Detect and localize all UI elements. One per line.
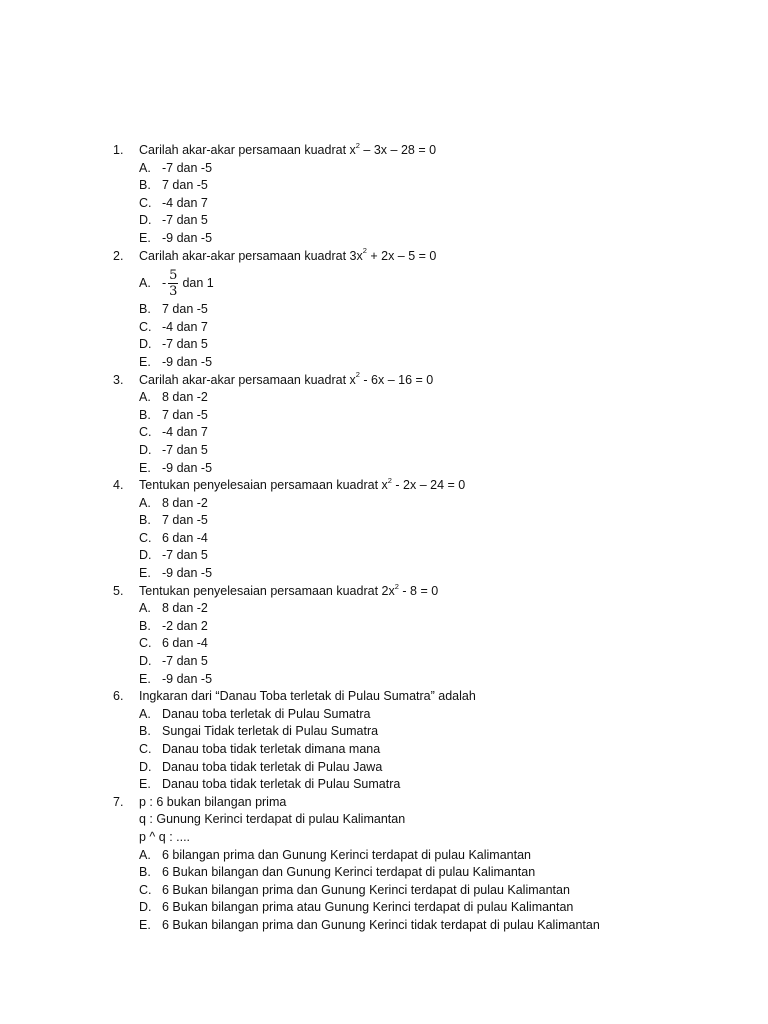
option-text: Danau toba tidak terletak di Pulau Jawa — [162, 759, 383, 774]
option-letter: A. — [139, 160, 151, 175]
option-letter: E. — [139, 230, 151, 245]
answer-option-c — [113, 424, 733, 442]
question-text: Carilah akar-akar persamaan kuadrat $x^2 - 6x - 16 = 0$ — [139, 370, 434, 387]
question-stem — [113, 794, 733, 812]
option-text: 7 dan -5 — [162, 513, 208, 528]
option-text: 6 dan -4 — [162, 636, 208, 651]
answer-option-b — [113, 723, 733, 741]
option-text: 7 dan -5 — [162, 407, 208, 422]
exponent: 2 — [355, 370, 360, 380]
option-letter: E. — [139, 354, 151, 369]
answer-option-d — [113, 547, 733, 565]
answer-option-a — [113, 495, 733, 513]
option-letter: C. — [139, 530, 152, 545]
answer-option-e — [113, 565, 733, 583]
question-5 — [113, 583, 733, 689]
question-stem — [113, 248, 733, 266]
option-letter: D. — [139, 900, 152, 915]
option-letter: A. — [139, 847, 151, 862]
question-premise-q: q : Gunung Kerinci terdapat di pulau Kalimantan — [139, 812, 406, 827]
option-letter: B. — [139, 618, 151, 633]
exponent: 2 — [394, 581, 399, 591]
option-text: Danau toba tidak terletak dimana mana — [162, 742, 381, 756]
option-text: -7 dan 5 — [162, 654, 208, 669]
question-premise-conjunction: p ^ q : .... — [139, 829, 191, 844]
option-text — [162, 269, 733, 298]
option-letter: D. — [139, 213, 152, 228]
option-letter: B. — [139, 407, 151, 422]
option-letter: D. — [139, 759, 152, 774]
option-text: -4 dan 7 — [162, 425, 208, 440]
option-text: 7 dan -5 — [162, 302, 208, 317]
option-letter: D. — [139, 654, 152, 669]
question-number: 6. — [113, 689, 124, 704]
option-letter: B. — [139, 865, 151, 880]
option-text: -7 dan 5 — [162, 548, 208, 563]
answer-option-a — [113, 389, 733, 407]
option-text: 7 dan -5 — [162, 178, 208, 193]
option-text: -2 dan 2 — [162, 618, 208, 633]
question-text: Ingkaran dari “Danau Toba terletak di Pulau Sumatra” adalah — [139, 689, 476, 704]
answer-option-b — [113, 301, 733, 319]
fraction-numerator: 5 — [169, 267, 178, 283]
answer-option-e — [113, 460, 733, 478]
option-letter: D. — [139, 548, 152, 563]
option-text: 6 Bukan bilangan dan Gunung Kerinci terdapat di pulau Kalimantan — [162, 865, 536, 880]
option-letter: E. — [139, 777, 151, 792]
question-number: 7. — [113, 794, 124, 809]
option-letter: D. — [139, 442, 152, 457]
answer-option-e — [113, 917, 733, 935]
answer-option-a — [113, 160, 733, 178]
answer-option-b — [113, 864, 733, 882]
option-letter: C. — [139, 425, 152, 440]
option-text: -7 dan -5 — [162, 160, 213, 175]
option-letter: A. — [139, 390, 151, 405]
question-2 — [113, 248, 733, 372]
question-4 — [113, 477, 733, 583]
option-text: -4 dan 7 — [162, 319, 208, 334]
answer-option-a — [113, 265, 733, 301]
option-letter: C. — [139, 882, 152, 897]
question-6 — [113, 688, 733, 794]
option-text: -9 dan -5 — [162, 671, 213, 686]
exponent: 2 — [387, 475, 392, 485]
answer-option-d — [113, 212, 733, 230]
question-stem — [113, 583, 733, 601]
answer-option-e — [113, 671, 733, 689]
option-letter: C. — [139, 319, 152, 334]
question-number: 2. — [113, 248, 124, 263]
option-text: -9 dan -5 — [162, 566, 213, 581]
answer-option-e — [113, 354, 733, 372]
option-text: 6 dan -4 — [162, 530, 208, 545]
answer-option-a — [113, 706, 733, 724]
option-text: 8 dan -2 — [162, 390, 208, 405]
option-letter: B. — [139, 302, 151, 317]
question-text: Tentukan penyelesaian persamaan kuadrat $x^2 - 2x - 24 = 0$ — [139, 475, 466, 493]
question-list — [113, 142, 733, 935]
option-text: Danau toba tidak terletak di Pulau Sumatra — [162, 777, 401, 792]
question-3 — [113, 372, 733, 478]
question-text: Carilah akar-akar persamaan kuadrat $x^2 - 3x - 28 = 0$ — [139, 140, 437, 157]
answer-option-b — [113, 177, 733, 195]
question-1 — [113, 142, 733, 248]
option-letter: B. — [139, 513, 151, 528]
answer-option-b — [113, 618, 733, 636]
option-letter: B. — [139, 178, 151, 193]
question-7 — [113, 794, 733, 935]
question-text: Tentukan penyelesaian persamaan kuadrat $2x^2 - 8 = 0$ — [139, 581, 439, 598]
answer-option-b — [113, 512, 733, 530]
option-letter: C. — [139, 636, 152, 651]
question-number: 1. — [113, 143, 124, 157]
option-letter: A. — [139, 706, 151, 721]
option-letter: A. — [139, 601, 151, 616]
question-number: 5. — [113, 583, 124, 598]
question-number: 4. — [113, 478, 124, 493]
answer-option-a — [113, 847, 733, 865]
answer-option-e — [113, 776, 733, 794]
option-text: 6 bilangan prima dan Gunung Kerinci terdapat di pulau Kalimantan — [162, 847, 531, 862]
option-letter: E. — [139, 566, 151, 581]
option-text: 6 Bukan bilangan prima dan Gunung Kerinci tidak terdapat di pulau Kalimantan — [162, 917, 600, 932]
option-text: -4 dan 7 — [162, 195, 208, 210]
option-text: Sungai Tidak terletak di Pulau Sumatra — [162, 724, 379, 739]
answer-option-c — [113, 635, 733, 653]
option-letter: E. — [139, 917, 151, 932]
answer-option-d — [113, 336, 733, 354]
question-stem — [113, 477, 733, 495]
answer-option-a — [113, 600, 733, 618]
question-stem — [113, 372, 733, 390]
option-text: -7 dan 5 — [162, 213, 208, 228]
fraction-sign: - — [162, 275, 167, 290]
exponent: 2 — [362, 246, 367, 256]
option-text: -7 dan 5 — [162, 337, 208, 352]
answer-option-c — [113, 741, 733, 759]
option-text: -7 dan 5 — [162, 442, 208, 457]
fraction — [168, 269, 178, 298]
option-text: Danau toba terletak di Pulau Sumatra — [162, 706, 371, 721]
option-letter: B. — [139, 724, 151, 739]
fraction-denominator: 3 — [169, 283, 178, 299]
answer-option-b — [113, 407, 733, 425]
answer-option-d — [113, 759, 733, 777]
option-text: -9 dan -5 — [162, 354, 213, 369]
answer-option-e — [113, 230, 733, 248]
answer-option-d — [113, 653, 733, 671]
option-text: -9 dan -5 — [162, 230, 213, 245]
option-letter: C. — [139, 742, 152, 756]
answer-option-d — [113, 899, 733, 917]
question-stem — [113, 142, 733, 160]
question-stem — [113, 688, 733, 706]
answer-option-c — [113, 530, 733, 548]
question-number: 3. — [113, 372, 124, 387]
option-text: -9 dan -5 — [162, 460, 213, 475]
answer-option-c — [113, 195, 733, 213]
question-text: p : 6 bukan bilangan prima — [139, 794, 287, 809]
answer-option-d — [113, 442, 733, 460]
option-letter: A. — [139, 275, 151, 290]
option-letter: E. — [139, 671, 151, 686]
answer-option-c — [113, 882, 733, 900]
option-text: 8 dan -2 — [162, 495, 208, 510]
fraction-suffix: dan 1 — [182, 275, 214, 290]
option-letter: C. — [139, 195, 152, 210]
option-text: 6 Bukan bilangan prima dan Gunung Kerinci terdapat di pulau Kalimantan — [162, 882, 570, 897]
option-letter: A. — [139, 495, 151, 510]
option-letter: E. — [139, 460, 151, 475]
exponent: 2 — [355, 140, 360, 150]
option-text: 8 dan -2 — [162, 601, 208, 616]
option-letter: D. — [139, 337, 152, 352]
answer-option-c — [113, 319, 733, 337]
question-text: Carilah akar-akar persamaan kuadrat $3x^2 + 2x - 5 = 0$ — [139, 246, 437, 263]
option-text: 6 Bukan bilangan prima atau Gunung Kerinci terdapat di pulau Kalimantan — [162, 900, 574, 915]
